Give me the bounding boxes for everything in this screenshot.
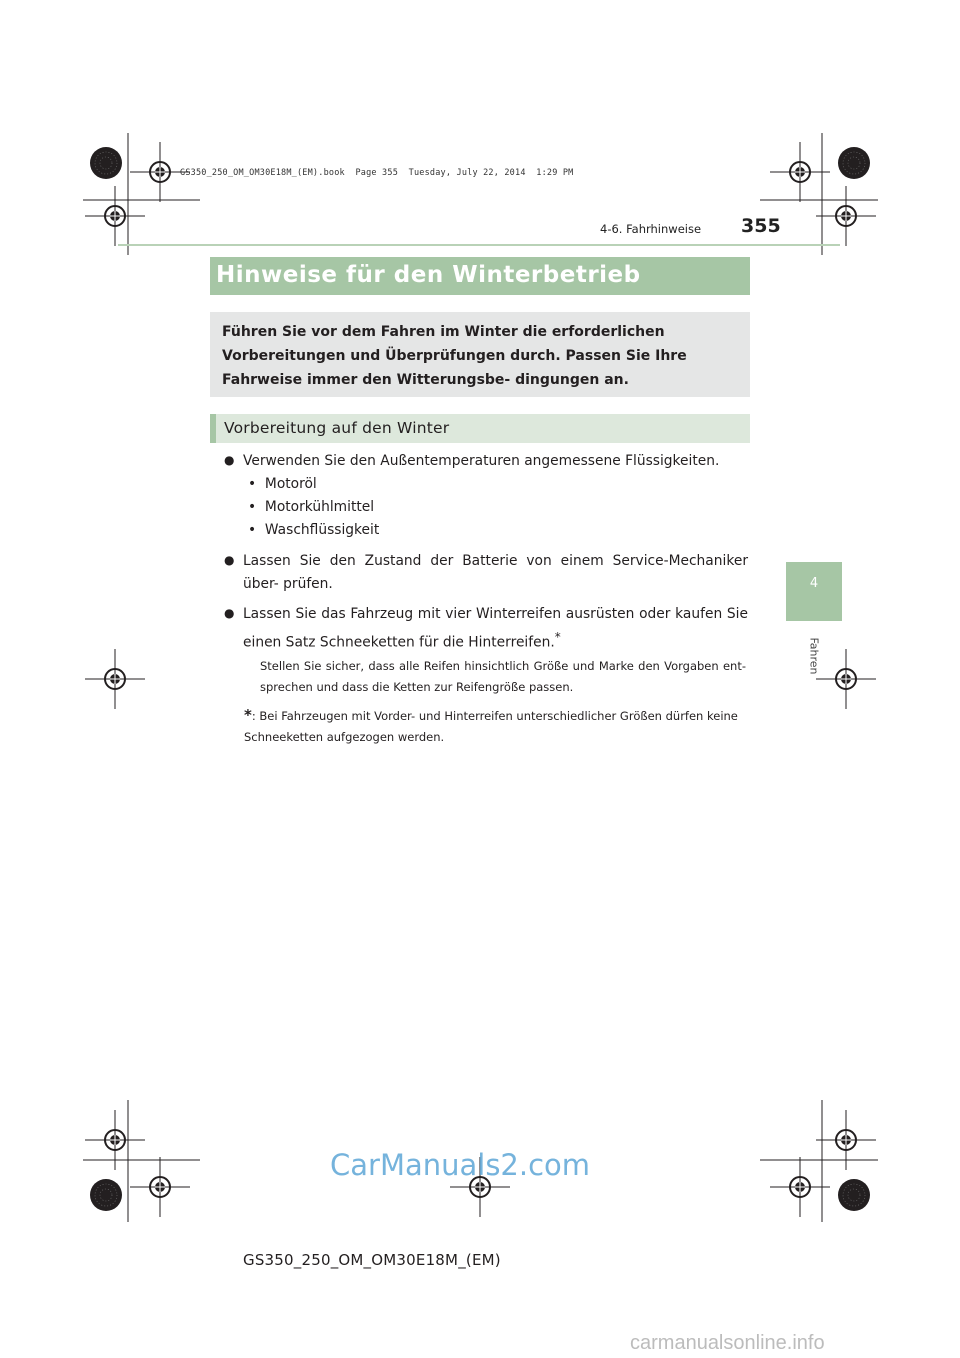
watermark-bottom: carmanualsonline.info (630, 1332, 825, 1354)
tire-note: Stellen Sie sicher, dass alle Reifen hinsichtlich Größe und Marke den Vorgaben ent- sprechen und dass die Ketten zur Reifengröße passen. (260, 659, 746, 694)
list-item (248, 496, 374, 519)
footnote-mark: * (554, 630, 561, 644)
dot-icon: • (248, 522, 257, 538)
chapter-label: Fahren (807, 637, 821, 675)
intro-text: Führen Sie vor dem Fahren im Winter die erforderlichen Vorbereitungen und Überprüfungen durch. Passen Sie Ihre Fahrweise immer den Witterungsbe- dingungen an. (222, 324, 687, 388)
bullet-icon: ● (224, 453, 235, 467)
burst-mark-icon (838, 1179, 870, 1211)
list-item (248, 473, 317, 496)
burst-mark-icon (90, 147, 122, 179)
crosshair-icon (85, 649, 145, 709)
subheading: Vorbereitung auf den Winter (224, 419, 450, 437)
crosshair-icon (816, 1110, 876, 1170)
print-info: GS350_250_OM_OM30E18M_(EM).book Page 355 Tuesday, July 22, 2014 1:29 PM (180, 168, 574, 178)
chapter-label-container (786, 637, 842, 675)
crosshair-icon (770, 142, 830, 202)
burst-mark-icon (90, 1179, 122, 1211)
subheading-accent (210, 414, 216, 443)
fluid-item: Motoröl (264, 476, 317, 492)
footnote (244, 705, 746, 748)
dot-icon: • (248, 476, 257, 492)
bullet-icon: ● (224, 606, 235, 620)
watermark: CarManuals2.com (330, 1148, 591, 1182)
dot-icon: • (248, 499, 257, 515)
bullet-item (243, 603, 748, 655)
page-number: 355 (741, 215, 781, 237)
chapter-tab (786, 562, 842, 621)
bullet-item: Lassen Sie den Zustand der Batterie von einem Service-Mechaniker über- prüfen. (243, 553, 748, 592)
crosshair-icon (85, 186, 145, 246)
page-title: Hinweise für den Winterbetrieb (216, 262, 641, 288)
burst-mark-icon (838, 147, 870, 179)
list-item (248, 519, 379, 542)
crosshair-icon (130, 1157, 190, 1217)
bullet-icon: ● (224, 553, 235, 567)
chapter-number: 4 (809, 576, 819, 591)
crosshair-icon (85, 1110, 145, 1170)
footnote-mark: * (244, 706, 252, 724)
header-rule (118, 244, 840, 246)
footer-code: GS350_250_OM_OM30E18M_(EM) (243, 1251, 501, 1269)
fluid-item: Motorkühlmittel (264, 499, 375, 515)
bullet-item-text: Lassen Sie das Fahrzeug mit vier Winterreifen ausrüsten oder kaufen Sie einen Satz Schneeketten für die Hinterreifen. (243, 606, 748, 651)
crosshair-icon (816, 186, 876, 246)
crosshair-icon (770, 1157, 830, 1217)
footnote-text: : Bei Fahrzeugen mit Vorder- und Hinterreifen unterschiedlicher Größen dürfen keine Schneeketten aufgezogen werden. (244, 709, 738, 744)
fluid-item: Waschflüssigkeit (264, 522, 380, 538)
section-title: 4-6. Fahrhinweise (600, 222, 702, 236)
bullet-item: Verwenden Sie den Außentemperaturen angemessene Flüssigkeiten. (243, 453, 720, 469)
